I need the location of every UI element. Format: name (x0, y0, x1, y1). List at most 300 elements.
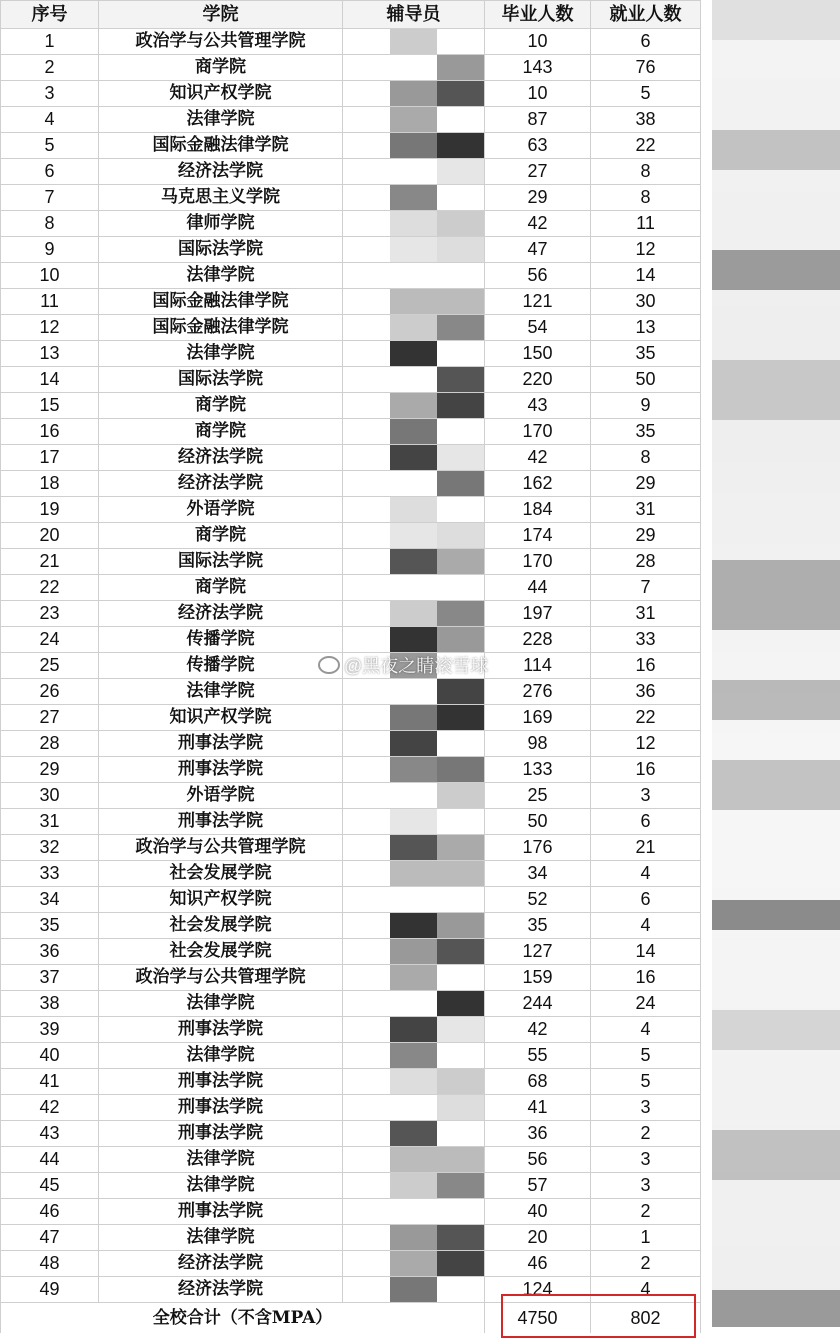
table-row (1, 107, 701, 133)
college-name: 法律学院 (99, 1043, 343, 1069)
employed-count: 9 (591, 393, 701, 419)
table-row (1, 29, 701, 55)
row-number: 27 (1, 705, 99, 731)
graduates-count: 27 (485, 159, 591, 185)
graduates-count: 50 (485, 809, 591, 835)
redaction-mosaic (343, 315, 484, 340)
employed-count: 29 (591, 471, 701, 497)
redaction-mosaic (343, 471, 484, 496)
row-number: 10 (1, 263, 99, 289)
college-name: 法律学院 (99, 341, 343, 367)
college-name: 刑事法学院 (99, 1095, 343, 1121)
header-no: 序号 (1, 1, 99, 29)
instructor-cell-redacted (343, 757, 485, 783)
blurred-block (712, 560, 840, 630)
college-name: 社会发展学院 (99, 861, 343, 887)
instructor-cell-redacted (343, 783, 485, 809)
graduates-count: 46 (485, 1251, 591, 1277)
instructor-cell-redacted (343, 887, 485, 913)
college-name: 国际金融法律学院 (99, 289, 343, 315)
table-row (1, 627, 701, 653)
row-number: 3 (1, 81, 99, 107)
employed-count: 35 (591, 419, 701, 445)
redaction-mosaic (343, 1225, 484, 1250)
graduates-count: 40 (485, 1199, 591, 1225)
college-name: 传播学院 (99, 653, 343, 679)
table-row (1, 913, 701, 939)
college-name: 社会发展学院 (99, 939, 343, 965)
employed-count: 3 (591, 1173, 701, 1199)
redaction-mosaic (343, 1095, 484, 1120)
college-name: 马克思主义学院 (99, 185, 343, 211)
graduates-count: 174 (485, 523, 591, 549)
instructor-cell-redacted (343, 1277, 485, 1303)
redaction-mosaic (343, 211, 484, 236)
graduates-count: 127 (485, 939, 591, 965)
table-row (1, 783, 701, 809)
employed-count: 16 (591, 965, 701, 991)
college-name: 商学院 (99, 55, 343, 81)
instructor-cell-redacted (343, 471, 485, 497)
table-row (1, 1147, 701, 1173)
redaction-mosaic (343, 1121, 484, 1146)
table-row (1, 315, 701, 341)
table-row (1, 419, 701, 445)
row-number: 44 (1, 1147, 99, 1173)
header-employed: 就业人数 (591, 1, 701, 29)
college-name: 知识产权学院 (99, 887, 343, 913)
table-row (1, 237, 701, 263)
redaction-mosaic (343, 887, 484, 912)
table-row (1, 1043, 701, 1069)
graduates-count: 114 (485, 653, 591, 679)
row-number: 36 (1, 939, 99, 965)
redaction-mosaic (343, 757, 484, 782)
instructor-cell-redacted (343, 393, 485, 419)
watermark-text: @黑夜之睛滚雪球 (344, 656, 489, 676)
employed-count: 2 (591, 1251, 701, 1277)
row-number: 17 (1, 445, 99, 471)
table-row (1, 471, 701, 497)
employed-count: 11 (591, 211, 701, 237)
row-number: 32 (1, 835, 99, 861)
college-name: 外语学院 (99, 783, 343, 809)
employed-count: 31 (591, 601, 701, 627)
employed-count: 22 (591, 705, 701, 731)
redaction-mosaic (343, 263, 484, 288)
employed-count: 5 (591, 1043, 701, 1069)
instructor-cell-redacted (343, 705, 485, 731)
employed-count: 36 (591, 679, 701, 705)
employed-count: 12 (591, 731, 701, 757)
college-name: 经济法学院 (99, 445, 343, 471)
graduates-count: 35 (485, 913, 591, 939)
table-row (1, 601, 701, 627)
employed-count: 33 (591, 627, 701, 653)
employed-count: 50 (591, 367, 701, 393)
table-row (1, 81, 701, 107)
college-name: 经济法学院 (99, 471, 343, 497)
header-college: 学院 (99, 1, 343, 29)
row-number: 6 (1, 159, 99, 185)
redaction-mosaic (343, 809, 484, 834)
instructor-cell-redacted (343, 211, 485, 237)
graduates-count: 47 (485, 237, 591, 263)
college-name: 国际法学院 (99, 549, 343, 575)
table-row (1, 263, 701, 289)
table-row (1, 679, 701, 705)
graduates-count: 10 (485, 29, 591, 55)
table-row (1, 1017, 701, 1043)
redaction-mosaic (343, 601, 484, 626)
watermark (318, 652, 488, 678)
redaction-mosaic (343, 29, 484, 54)
graduates-count: 20 (485, 1225, 591, 1251)
blurred-side-strip (712, 0, 840, 1327)
college-name: 知识产权学院 (99, 81, 343, 107)
graduates-count: 63 (485, 133, 591, 159)
redaction-mosaic (343, 1147, 484, 1172)
employed-count: 12 (591, 237, 701, 263)
college-name: 经济法学院 (99, 1277, 343, 1303)
instructor-cell-redacted (343, 1147, 485, 1173)
row-number: 28 (1, 731, 99, 757)
graduates-count: 87 (485, 107, 591, 133)
instructor-cell-redacted (343, 315, 485, 341)
graduates-count: 43 (485, 393, 591, 419)
redaction-mosaic (343, 523, 484, 548)
instructor-cell-redacted (343, 627, 485, 653)
table-row (1, 575, 701, 601)
row-number: 13 (1, 341, 99, 367)
table-row (1, 991, 701, 1017)
instructor-cell-redacted (343, 185, 485, 211)
redaction-mosaic (343, 367, 484, 392)
table-row (1, 211, 701, 237)
redaction-mosaic (343, 835, 484, 860)
college-name: 政治学与公共管理学院 (99, 965, 343, 991)
redaction-mosaic (343, 445, 484, 470)
college-name: 法律学院 (99, 991, 343, 1017)
graduates-count: 169 (485, 705, 591, 731)
graduates-count: 124 (485, 1277, 591, 1303)
table-row (1, 523, 701, 549)
row-number: 23 (1, 601, 99, 627)
graduates-count: 176 (485, 835, 591, 861)
instructor-cell-redacted (343, 367, 485, 393)
graduates-count: 55 (485, 1043, 591, 1069)
table-row (1, 705, 701, 731)
instructor-cell-redacted (343, 991, 485, 1017)
table-row (1, 757, 701, 783)
table-row (1, 965, 701, 991)
employed-count: 5 (591, 1069, 701, 1095)
instructor-cell-redacted (343, 809, 485, 835)
graduates-count: 170 (485, 419, 591, 445)
instructor-cell-redacted (343, 939, 485, 965)
college-name: 传播学院 (99, 627, 343, 653)
row-number: 46 (1, 1199, 99, 1225)
graduates-count: 41 (485, 1095, 591, 1121)
graduates-count: 42 (485, 445, 591, 471)
employed-count: 16 (591, 653, 701, 679)
instructor-cell-redacted (343, 81, 485, 107)
college-name: 商学院 (99, 575, 343, 601)
graduates-count: 42 (485, 211, 591, 237)
header-graduates: 毕业人数 (485, 1, 591, 29)
table-row (1, 549, 701, 575)
graduates-count: 228 (485, 627, 591, 653)
row-number: 26 (1, 679, 99, 705)
row-number: 8 (1, 211, 99, 237)
instructor-cell-redacted (343, 263, 485, 289)
employed-count: 6 (591, 887, 701, 913)
redaction-mosaic (343, 1251, 484, 1276)
table-row (1, 1121, 701, 1147)
instructor-cell-redacted (343, 1121, 485, 1147)
instructor-cell-redacted (343, 861, 485, 887)
redaction-mosaic (343, 55, 484, 80)
graduates-count: 162 (485, 471, 591, 497)
row-number: 25 (1, 653, 99, 679)
college-name: 刑事法学院 (99, 1017, 343, 1043)
redaction-mosaic (343, 965, 484, 990)
redaction-mosaic (343, 913, 484, 938)
table-row (1, 1277, 701, 1303)
blurred-block (712, 680, 840, 720)
graduates-count: 170 (485, 549, 591, 575)
row-number: 2 (1, 55, 99, 81)
blurred-block (712, 1290, 840, 1327)
row-number: 31 (1, 809, 99, 835)
table-row (1, 861, 701, 887)
employed-count: 4 (591, 861, 701, 887)
redaction-mosaic (343, 419, 484, 444)
college-name: 刑事法学院 (99, 757, 343, 783)
row-number: 38 (1, 991, 99, 1017)
blurred-block (712, 250, 840, 290)
college-name: 商学院 (99, 523, 343, 549)
instructor-cell-redacted (343, 237, 485, 263)
instructor-cell-redacted (343, 731, 485, 757)
graduates-count: 25 (485, 783, 591, 809)
table-row (1, 497, 701, 523)
redaction-mosaic (343, 497, 484, 522)
table-row (1, 887, 701, 913)
employed-count: 1 (591, 1225, 701, 1251)
redaction-mosaic (343, 289, 484, 314)
graduates-count: 68 (485, 1069, 591, 1095)
college-name: 刑事法学院 (99, 1121, 343, 1147)
redaction-mosaic (343, 185, 484, 210)
employed-count: 3 (591, 783, 701, 809)
total-employed: 802 (591, 1303, 701, 1334)
table-row (1, 341, 701, 367)
weibo-logo-icon (318, 656, 340, 674)
employed-count: 4 (591, 1017, 701, 1043)
redaction-mosaic (343, 1277, 484, 1302)
graduates-count: 150 (485, 341, 591, 367)
instructor-cell-redacted (343, 133, 485, 159)
redaction-mosaic (343, 1173, 484, 1198)
table-row (1, 939, 701, 965)
graduates-count: 197 (485, 601, 591, 627)
row-number: 43 (1, 1121, 99, 1147)
row-number: 39 (1, 1017, 99, 1043)
college-name: 社会发展学院 (99, 913, 343, 939)
employed-count: 24 (591, 991, 701, 1017)
instructor-cell-redacted (343, 107, 485, 133)
college-name: 外语学院 (99, 497, 343, 523)
instructor-cell-redacted (343, 1225, 485, 1251)
graduates-count: 244 (485, 991, 591, 1017)
table-row (1, 1225, 701, 1251)
employed-count: 2 (591, 1121, 701, 1147)
redaction-mosaic (343, 1017, 484, 1042)
instructor-cell-redacted (343, 1251, 485, 1277)
graduates-count: 44 (485, 575, 591, 601)
row-number: 19 (1, 497, 99, 523)
row-number: 30 (1, 783, 99, 809)
row-number: 4 (1, 107, 99, 133)
instructor-cell-redacted (343, 159, 485, 185)
table-row (1, 185, 701, 211)
total-graduates: 4750 (485, 1303, 591, 1334)
row-number: 34 (1, 887, 99, 913)
college-name: 刑事法学院 (99, 1069, 343, 1095)
row-number: 12 (1, 315, 99, 341)
instructor-cell-redacted (343, 341, 485, 367)
college-name: 法律学院 (99, 263, 343, 289)
employed-count: 2 (591, 1199, 701, 1225)
blurred-block (712, 760, 840, 810)
table-row (1, 1251, 701, 1277)
college-name: 刑事法学院 (99, 1199, 343, 1225)
row-number: 14 (1, 367, 99, 393)
graduates-count: 98 (485, 731, 591, 757)
redaction-mosaic (343, 237, 484, 262)
header-row (1, 1, 701, 29)
college-name: 法律学院 (99, 679, 343, 705)
row-number: 41 (1, 1069, 99, 1095)
employed-count: 14 (591, 263, 701, 289)
graduates-count: 52 (485, 887, 591, 913)
redaction-mosaic (343, 341, 484, 366)
graduates-count: 34 (485, 861, 591, 887)
instructor-cell-redacted (343, 965, 485, 991)
college-name: 法律学院 (99, 107, 343, 133)
college-name: 政治学与公共管理学院 (99, 29, 343, 55)
blurred-block (712, 360, 840, 420)
redaction-mosaic (343, 627, 484, 652)
graduates-count: 276 (485, 679, 591, 705)
row-number: 1 (1, 29, 99, 55)
employed-count: 76 (591, 55, 701, 81)
employed-count: 5 (591, 81, 701, 107)
table-row (1, 1069, 701, 1095)
table-row (1, 133, 701, 159)
college-name: 经济法学院 (99, 601, 343, 627)
redaction-mosaic (343, 705, 484, 730)
total-label: 全校合计（不含MPA） (1, 1303, 485, 1334)
redaction-mosaic (343, 107, 484, 132)
redaction-mosaic (343, 159, 484, 184)
instructor-cell-redacted (343, 549, 485, 575)
row-number: 29 (1, 757, 99, 783)
graduates-count: 10 (485, 81, 591, 107)
college-name: 律师学院 (99, 211, 343, 237)
blurred-block (712, 1130, 840, 1180)
instructor-cell-redacted (343, 601, 485, 627)
employed-count: 13 (591, 315, 701, 341)
employed-count: 8 (591, 159, 701, 185)
graduates-count: 57 (485, 1173, 591, 1199)
instructor-cell-redacted (343, 523, 485, 549)
table-row (1, 55, 701, 81)
row-number: 48 (1, 1251, 99, 1277)
redaction-mosaic (343, 133, 484, 158)
graduates-count: 159 (485, 965, 591, 991)
table-row (1, 445, 701, 471)
redaction-mosaic (343, 679, 484, 704)
row-number: 11 (1, 289, 99, 315)
redaction-mosaic (343, 731, 484, 756)
instructor-cell-redacted (343, 419, 485, 445)
employed-count: 8 (591, 445, 701, 471)
employed-count: 6 (591, 809, 701, 835)
instructor-cell-redacted (343, 1017, 485, 1043)
row-number: 37 (1, 965, 99, 991)
redaction-mosaic (343, 783, 484, 808)
graduates-count: 42 (485, 1017, 591, 1043)
instructor-cell-redacted (343, 835, 485, 861)
employed-count: 8 (591, 185, 701, 211)
college-name: 政治学与公共管理学院 (99, 835, 343, 861)
college-name: 国际金融法律学院 (99, 315, 343, 341)
instructor-cell-redacted (343, 289, 485, 315)
table-row (1, 835, 701, 861)
instructor-cell-redacted (343, 1095, 485, 1121)
instructor-cell-redacted (343, 1199, 485, 1225)
blurred-block (712, 900, 840, 930)
graduates-count: 121 (485, 289, 591, 315)
redaction-mosaic (343, 393, 484, 418)
row-number: 33 (1, 861, 99, 887)
graduates-count: 29 (485, 185, 591, 211)
redaction-mosaic (343, 991, 484, 1016)
employed-count: 16 (591, 757, 701, 783)
instructor-cell-redacted (343, 679, 485, 705)
employed-count: 28 (591, 549, 701, 575)
row-number: 21 (1, 549, 99, 575)
table-row (1, 367, 701, 393)
college-name: 知识产权学院 (99, 705, 343, 731)
row-number: 42 (1, 1095, 99, 1121)
college-name: 法律学院 (99, 1147, 343, 1173)
graduates-count: 36 (485, 1121, 591, 1147)
table-row (1, 1095, 701, 1121)
college-name: 刑事法学院 (99, 809, 343, 835)
row-number: 9 (1, 237, 99, 263)
blurred-block (712, 130, 840, 170)
employed-count: 30 (591, 289, 701, 315)
employed-count: 7 (591, 575, 701, 601)
header-instructor: 辅导员 (343, 1, 485, 29)
instructor-cell-redacted (343, 1043, 485, 1069)
row-number: 7 (1, 185, 99, 211)
instructor-cell-redacted (343, 55, 485, 81)
instructor-cell-redacted (343, 29, 485, 55)
